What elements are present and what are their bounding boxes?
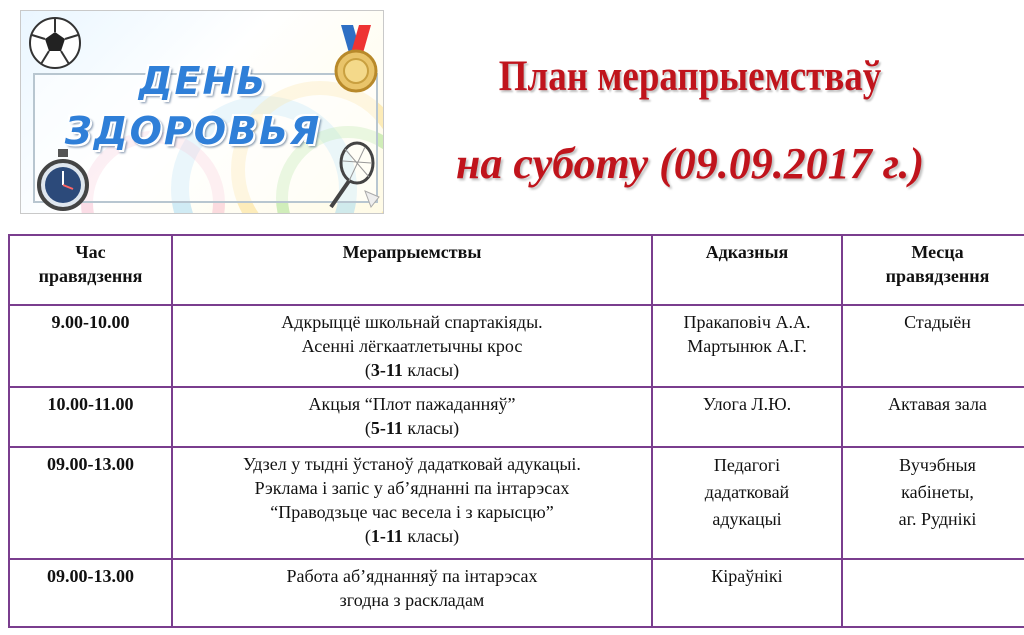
row-time: 09.00-13.00	[9, 559, 172, 627]
row-responsible: Педагогі дадатковай адукацыі	[652, 447, 842, 559]
header-time: Час правядзення	[9, 235, 172, 305]
row-event: Адкрыццё школьнай спартакіяды. Асенні лёгкаатлетычны крос (3-11 класы)	[172, 305, 652, 387]
row-place: Вучэбныя кабінеты, аг. Руднікі	[842, 447, 1024, 559]
row-event: Удзел у тыдні ўстаноў дадатковай адукацыі. Рэклама і запіс у аб’яднанні па інтарэсах “Праводзьце час весела і з карысцю” (1-11 класы)	[172, 447, 652, 559]
row-time: 9.00-10.00	[9, 305, 172, 387]
header-responsible: Адказныя	[652, 235, 842, 305]
row-place: Стадыён	[842, 305, 1024, 387]
table-header-row	[9, 235, 1024, 305]
events-schedule-table	[8, 234, 1024, 628]
row-responsible: Пракаповіч А.А. Мартынюк А.Г.	[652, 305, 842, 387]
row-classes: (1-11 класы)	[364, 526, 460, 546]
row-responsible: Улога Л.Ю.	[652, 387, 842, 447]
row-event: Работа аб’яднанняў па інтарэсах згодна з раскладам	[172, 559, 652, 627]
banner-title-line2: ЗДОРОВЬЯ	[64, 109, 322, 153]
row-responsible: Кіраўнікі	[652, 559, 842, 627]
row-place: Актавая зала	[842, 387, 1024, 447]
table-row	[9, 305, 1024, 387]
stopwatch-icon	[35, 149, 91, 211]
banner-title-line1: ДЕНЬ	[138, 59, 268, 103]
row-classes: (5-11 класы)	[364, 418, 460, 438]
table-row	[9, 447, 1024, 559]
row-place	[842, 559, 1024, 627]
table-row	[9, 387, 1024, 447]
table-row	[9, 559, 1024, 627]
plan-date-subtitle: на суботу (09.09.2017 г.)	[455, 139, 925, 188]
header-events: Мерапрыемствы	[172, 235, 652, 305]
plan-title: План мерапрыемстваў	[498, 53, 882, 100]
row-classes: (3-11 класы)	[364, 360, 460, 380]
row-event: Акцыя “Плот пажаданняў” (5-11 класы)	[172, 387, 652, 447]
row-time: 10.00-11.00	[9, 387, 172, 447]
day-of-health-banner	[20, 10, 384, 214]
row-time: 09.00-13.00	[9, 447, 172, 559]
header-place: Месца правядзення	[842, 235, 1024, 305]
